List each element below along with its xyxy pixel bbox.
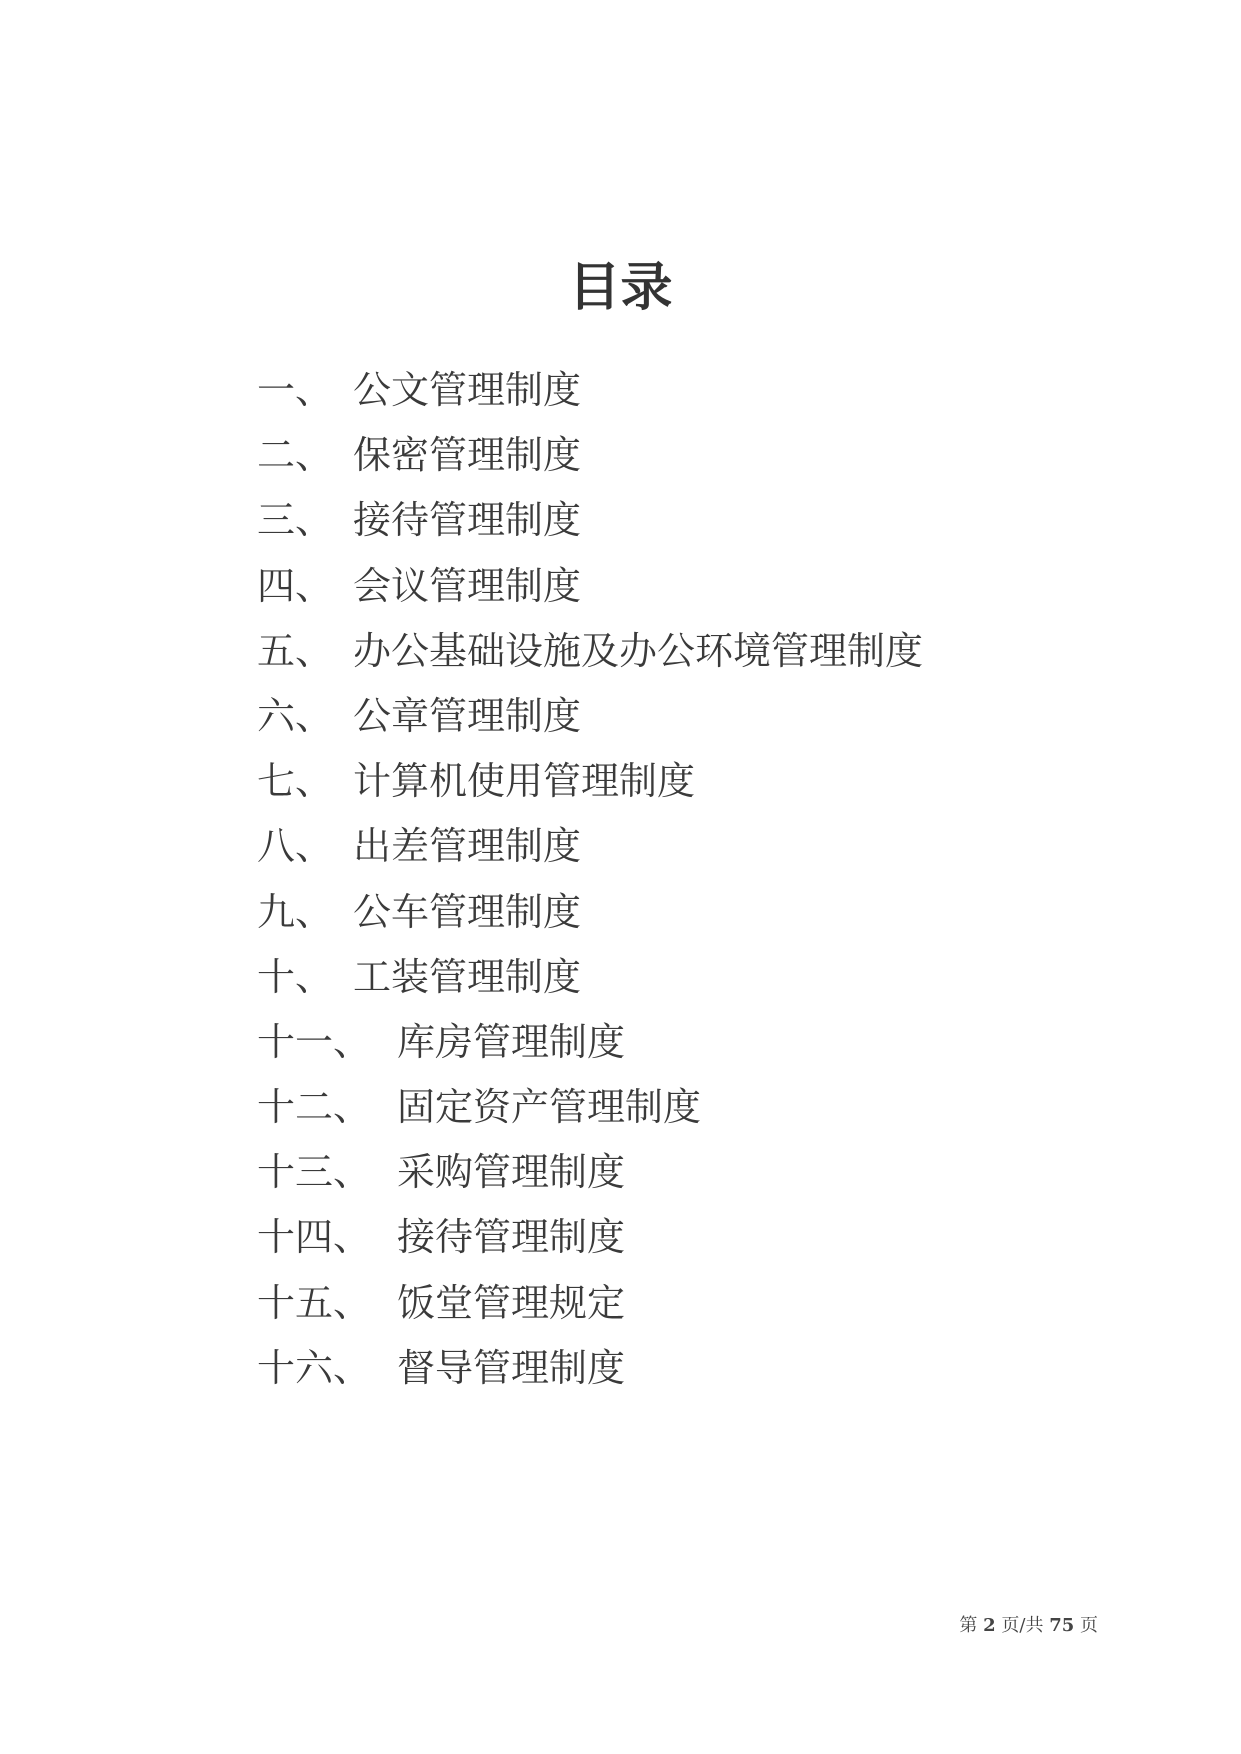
toc-item-label: 计算机使用管理制度 <box>353 759 696 804</box>
toc-item-label: 接待管理制度 <box>353 498 582 543</box>
footer-prefix: 第 <box>959 1615 978 1636</box>
toc-item-label: 接待管理制度 <box>397 1215 626 1260</box>
total-page-count: 75 <box>1049 1615 1075 1636</box>
footer-suffix: 页 <box>1080 1615 1098 1636</box>
toc-item-label: 公文管理制度 <box>353 368 582 412</box>
toc-item-number: 十四、 <box>257 1215 372 1260</box>
toc-item-label: 固定资产管理制度 <box>397 1085 702 1130</box>
toc-item-label: 饭堂管理规定 <box>397 1280 626 1325</box>
footer-middle: 页/共 <box>1001 1615 1044 1636</box>
toc-item-label: 督导管理制度 <box>397 1345 626 1390</box>
toc-item-number: 二、 <box>257 433 334 478</box>
toc-item-label: 保密管理制度 <box>353 433 582 478</box>
toc-item-label: 办公基础设施及办公环境管理制度 <box>353 628 924 673</box>
toc-item-number: 十三、 <box>257 1150 372 1195</box>
toc-item-label: 采购管理制度 <box>397 1150 626 1195</box>
toc-item-label: 出差管理制度 <box>353 824 582 869</box>
toc-item-number: 十五、 <box>257 1280 372 1325</box>
toc-item-number: 四、 <box>257 563 334 608</box>
page-number-footer <box>959 1611 1098 1637</box>
toc-item-number: 三、 <box>257 498 334 543</box>
toc-item-number: 十、 <box>257 954 334 999</box>
toc-item-number: 十二、 <box>257 1085 372 1130</box>
toc-item-number: 五、 <box>257 628 334 673</box>
toc-item-number: 七、 <box>257 759 334 804</box>
toc-item-label: 会议管理制度 <box>353 563 582 608</box>
toc-item-label: 工装管理制度 <box>353 954 582 999</box>
toc-item-number: 一、 <box>257 368 334 412</box>
current-page-number: 2 <box>983 1615 996 1636</box>
toc-item-number: 十一、 <box>257 1019 372 1064</box>
toc-item-label: 公章管理制度 <box>353 693 582 738</box>
toc-item-number: 十六、 <box>257 1345 372 1390</box>
toc-item-number: 九、 <box>257 889 334 934</box>
toc-item-label: 公车管理制度 <box>353 889 582 934</box>
toc-item-number: 六、 <box>257 693 334 738</box>
page-title: 目录 <box>568 258 673 318</box>
toc-item-number: 八、 <box>257 824 334 869</box>
toc-item-label: 库房管理制度 <box>397 1019 626 1064</box>
